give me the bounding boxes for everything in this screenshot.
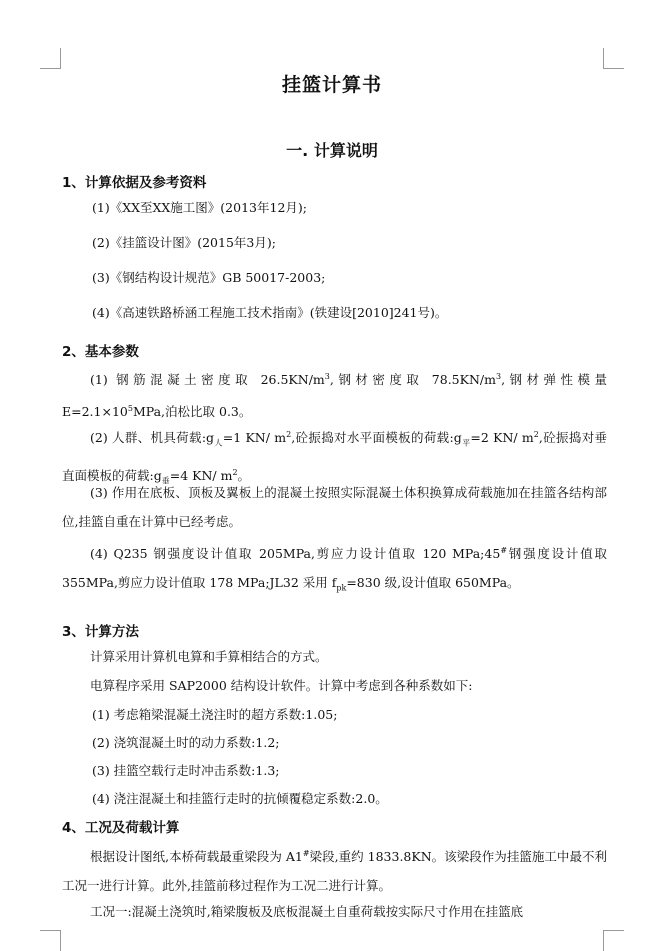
load-case-paragraph-2: 工况一:混凝土浇筑时,箱梁腹板及底板混凝土自重荷载按实际尺寸作用在挂篮底 (90, 904, 524, 919)
coefficient-item-2: (2) 浇筑混凝土时的动力系数:1.2; (92, 735, 280, 750)
method-paragraph-2: 电算程序采用 SAP2000 结构设计软件。计算中考虑到各种系数如下: (90, 678, 473, 693)
page-corner-mark-top-right (603, 48, 624, 69)
document-title: 挂篮计算书 (281, 74, 382, 96)
coefficient-item-1: (1) 考虑箱梁混凝土浇注时的超方系数:1.05; (92, 707, 338, 722)
reference-item-1: (1)《XX至XX施工图》(2013年12月); (92, 200, 307, 215)
subsection-heading-1: 1、计算依据及参考资料 (62, 175, 207, 191)
reference-item-3: (3)《钢结构设计规范》GB 50017-2003; (92, 270, 326, 285)
param-paragraph-2: (2) 人群、机具荷载$:g_人=1$ KN/ $m^2$,砼振捣对水平面模板的荷载$:g_平=2$ KN/ $m^2$,砼振捣对垂直面模板的荷载$:g_垂=4$ KN/ $m^2$。 (62, 430, 608, 486)
load-case-paragraph-1: 根据设计图纸,本桥荷载最重梁段为 A1#梁段,重约 1833.8KN。该梁段作为挂篮施工中最不利工况一进行计算。此外,挂篮前移过程作为工况二进行计算。 (62, 849, 607, 894)
coefficient-item-3: (3) 挂篮空载行走时冲击系数:1.3; (92, 763, 280, 778)
page-corner-mark-bottom-left (40, 930, 61, 951)
coefficient-item-4: (4) 浇注混凝土和挂篮行走时的抗倾覆稳定系数:2.0。 (92, 791, 388, 806)
subsection-heading-2: 2、基本参数 (62, 344, 139, 360)
reference-item-4: (4)《高速铁路桥涵工程施工技术指南》(铁建设[2010]241号)。 (92, 305, 448, 320)
param-paragraph-3: (3) 作用在底板、顶板及翼板上的混凝土按照实际混凝土体积换算成荷载施加在挂篮各结构部位,挂篮自重在计算中已经考虑。 (62, 485, 607, 529)
method-paragraph-1: 计算采用计算机电算和手算相结合的方式。 (90, 649, 328, 664)
page-corner-mark-top-left (40, 48, 61, 69)
reference-item-2: (2)《挂篮设计图》(2015年3月); (92, 235, 276, 250)
subsection-heading-3: 3、计算方法 (62, 624, 139, 640)
page-corner-mark-bottom-right (603, 930, 624, 951)
subsection-heading-4: 4、工况及荷载计算 (62, 820, 180, 836)
param-paragraph-4: (4) Q235 钢强度设计值取 205MPa,剪应力设计值取 120 MPa;45#钢强度设计值取 355MPa,剪应力设计值取 178 MPa;JL32 采用 $f_{pk}=830$ 级,设计值取 650MPa。 (62, 546, 607, 593)
section-heading-1: 一. 计算说明 (286, 141, 378, 160)
param-paragraph-1: (1) 钢筋混凝土密度取 $26.5KN/m^3$,钢材密度取 $78.5KN/m^3$,钢材弹性模量 $E=2.1\times 10^5MPa$,泊松比取 0.3。 (62, 372, 608, 420)
